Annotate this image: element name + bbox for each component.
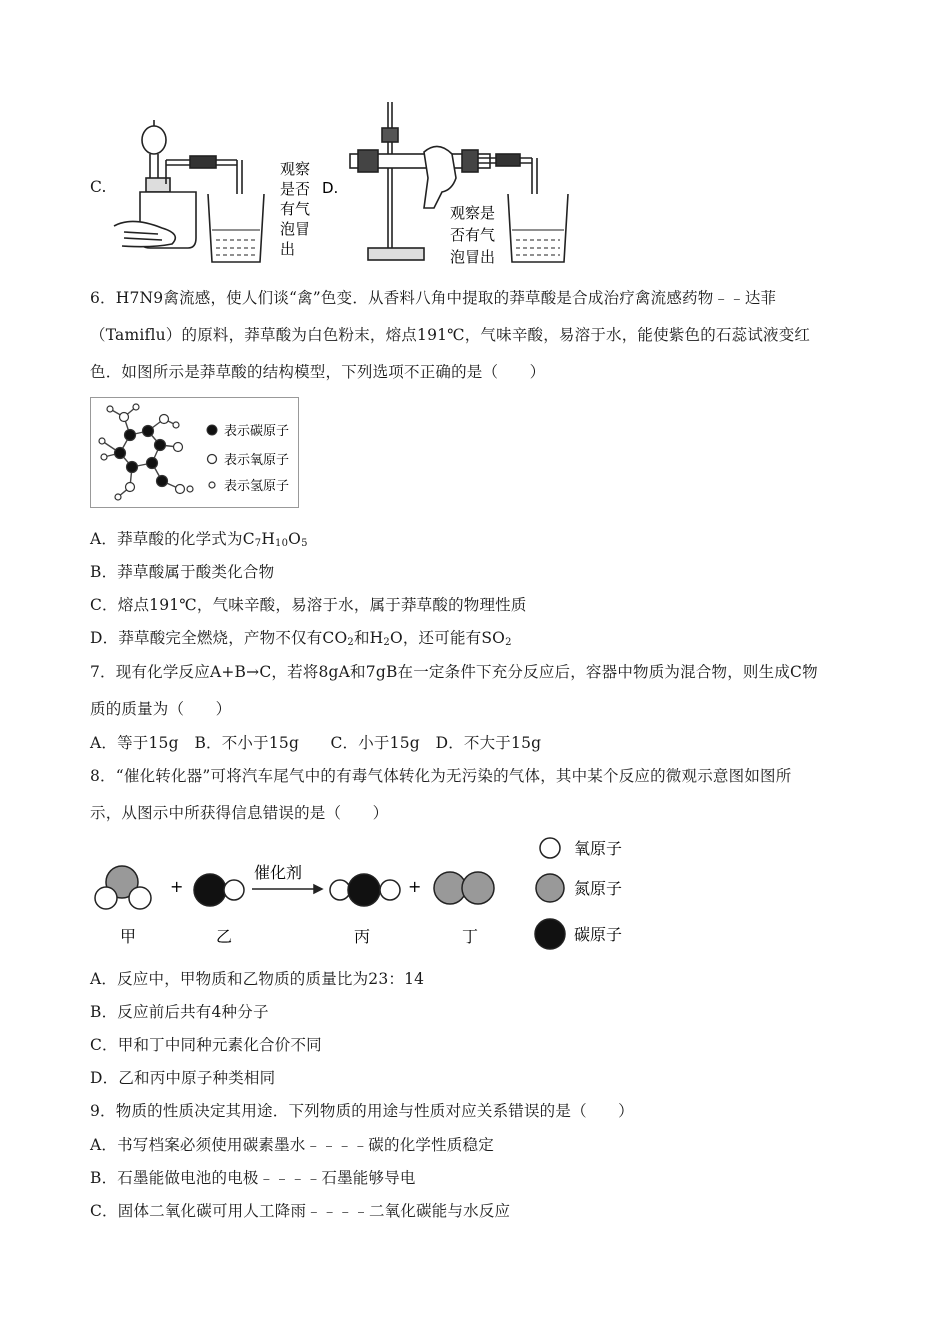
q9-line-1: 9．物质的性质决定其用途．下列物质的用途与性质对应关系错误的是（ ） — [90, 1102, 634, 1120]
q6-option-d — [90, 626, 512, 648]
q8-line-2: 示，从图示中所获得信息错误的是（ ） — [90, 804, 389, 822]
d-note-3: 泡冒出 — [450, 248, 496, 266]
legend-carbon-atom: 碳原子 — [574, 925, 623, 944]
q6-option-c: C．熔点191℃，气味辛酸，易溶于水，属于莽草酸的物理性质 — [90, 596, 527, 614]
q9-option-c: C．固体二氧化碳可用人工降雨﹣﹣﹣﹣二氧化碳能与水反应 — [90, 1202, 511, 1220]
molecule-jia — [95, 866, 151, 909]
q6-option-a-text: A．莽草酸的化学式为 — [90, 530, 243, 548]
q8-option-a: A．反应中，甲物质和乙物质的质量比为23：14 — [90, 970, 425, 988]
q6-option-d-part2: 和H — [353, 629, 384, 647]
option-d-label: D. — [322, 179, 339, 197]
label-bing: 丙 — [354, 927, 371, 946]
nitrogen-atom-icon — [536, 874, 564, 902]
legend-carbon: 表示碳原子 — [224, 424, 290, 439]
carbon-atom-icon — [535, 919, 565, 949]
q6-option-d-sub1: 2 — [347, 637, 354, 648]
molecule-ding — [434, 872, 494, 904]
q6-line-3: 色．如图所示是莽草酸的结构模型，下列选项不正确的是（ ） — [90, 363, 546, 381]
q9-option-b: B．石墨能做电池的电极﹣﹣﹣﹣石墨能够导电 — [90, 1169, 416, 1187]
formula-c: C — [242, 530, 255, 548]
q8-line-1: 8．“催化转化器”可将汽车尾气中的有毒气体转化为无污染的气体，其中某个反应的微观示意图如图所 — [90, 767, 792, 785]
molecule-bing — [330, 874, 400, 906]
formula-c-count: 7 — [254, 538, 262, 549]
hydrogen-legend-icon — [209, 482, 215, 488]
c-note-4: 泡冒 — [280, 220, 311, 238]
q6-line-1: 6．H7N9禽流感，使人们谈“禽”色变．从香料八角中提取的莽草酸是合成治疗禽流感药物﹣﹣达菲 — [90, 289, 777, 307]
label-ding: 丁 — [462, 927, 479, 946]
q6-option-d-sub2: 2 — [383, 637, 390, 648]
c-note-5: 出 — [280, 240, 296, 258]
q6-option-d-sub3: 2 — [505, 637, 512, 648]
shikimic-acid-model — [90, 397, 300, 509]
option-c-label: C. — [90, 178, 107, 196]
label-yi: 乙 — [216, 927, 233, 946]
apparatus-figure — [112, 98, 572, 270]
q6-line-2: （Tamiflu）的原料，莽草酸为白色粉末，熔点191℃，气味辛酸，易溶于水，能使紫色的石蕊试液变红 — [90, 326, 811, 344]
molecule-yi — [194, 874, 244, 906]
q6-option-b: B．莽草酸属于酸类化合物 — [90, 563, 275, 581]
oxygen-legend-icon — [208, 455, 217, 464]
formula-h: H — [261, 530, 276, 548]
q7-line-2: 质的质量为（ ） — [90, 700, 232, 718]
q8-option-c: C．甲和丁中同种元素化合价不同 — [90, 1036, 322, 1054]
legend-oxygen-atom: 氧原子 — [574, 839, 623, 858]
legend-hydrogen: 表示氢原子 — [224, 479, 290, 494]
q6-option-a — [90, 527, 308, 549]
q8-option-d: D．乙和丙中原子种类相同 — [90, 1069, 276, 1087]
c-note-1: 观察 — [280, 160, 311, 178]
d-note-2: 否有气 — [450, 226, 496, 244]
apparatus-c-drawing — [114, 120, 264, 262]
q9-option-a: A．书写档案必须使用碳素墨水﹣﹣﹣﹣碳的化学性质稳定 — [90, 1136, 494, 1154]
d-note-1: 观察是 — [450, 204, 496, 222]
reaction-diagram — [88, 830, 648, 956]
legend-nitrogen-atom: 氮原子 — [574, 879, 623, 898]
q6-option-d-part3: O，还可能有SO — [389, 629, 506, 647]
q7-options: A．等于15g B．不小于15g C．小于15g D．不大于15g — [90, 734, 542, 752]
c-note-3: 有气 — [280, 200, 311, 218]
q6-option-d-part1: D．莽草酸完全燃烧，产物不仅有CO — [90, 629, 348, 647]
label-jia: 甲 — [120, 927, 137, 946]
catalyst-label: 催化剂 — [254, 863, 303, 882]
formula-h-count: 10 — [275, 538, 289, 549]
plus-2: + — [408, 877, 422, 896]
formula-o: O — [288, 530, 302, 548]
oxygen-atom-icon — [540, 838, 560, 858]
c-note-2: 是否 — [280, 180, 311, 198]
reaction-arrow — [252, 885, 322, 893]
q7-line-1: 7．现有化学反应A+B→C，若将8gA和7gB在一定条件下充分反应后，容器中物质为混合物，则生成C物 — [90, 663, 818, 681]
q8-option-b: B．反应前后共有4种分子 — [90, 1003, 269, 1021]
carbon-legend-icon — [207, 425, 217, 435]
legend-oxygen: 表示氧原子 — [224, 453, 290, 468]
q6-formula — [243, 530, 308, 548]
plus-1: + — [170, 877, 184, 896]
formula-o-count: 5 — [301, 538, 308, 549]
